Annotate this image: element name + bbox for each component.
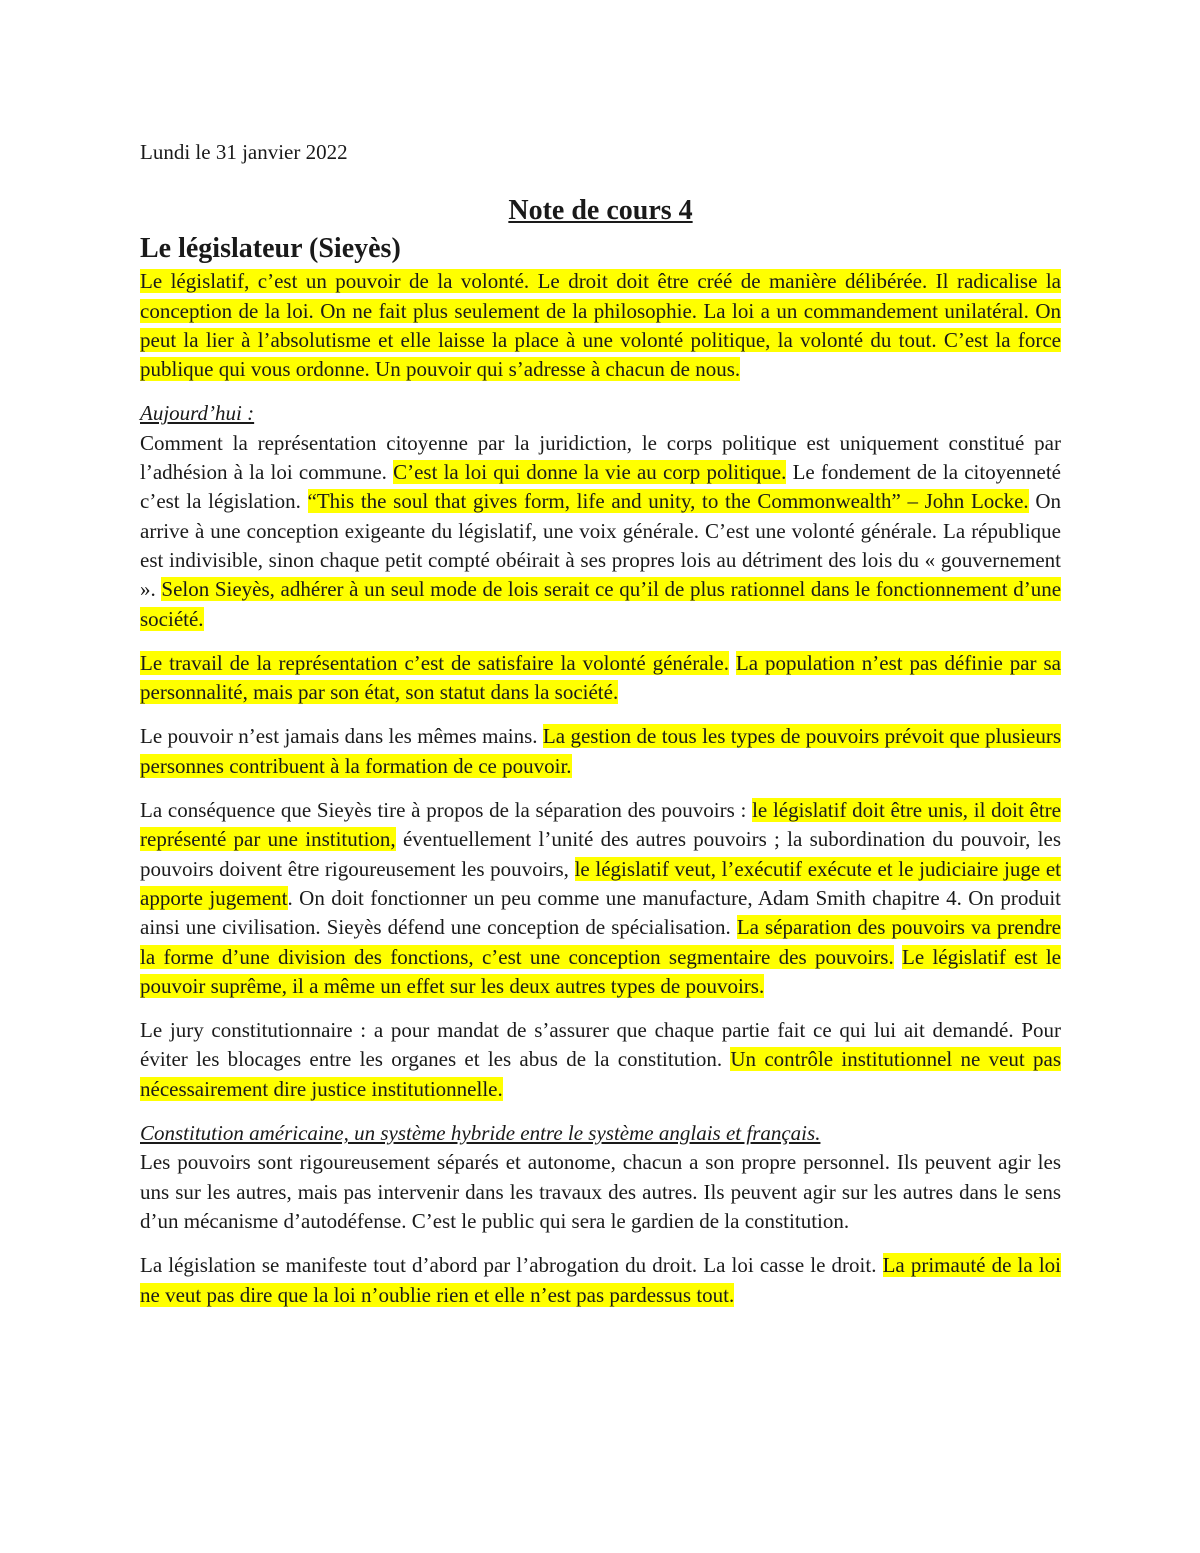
paragraph-2 [140, 429, 1061, 634]
subheading-american-constitution: Constitution américaine, un système hybride entre le système anglais et français. [140, 1121, 821, 1146]
paragraph-1 [140, 267, 1061, 384]
plain-text: Le pouvoir n’est jamais dans les mêmes mains. [140, 724, 543, 749]
highlighted-text: La population n’est pas définie par sa personnalité, mais par son état, son statut dans la société. [140, 650, 1061, 705]
highlighted-text: “This the soul that gives form, life and unity, to the Commonwealth” – John Locke. [307, 489, 1029, 514]
highlighted-text: La gestion de tous les types de pouvoirs prévoit que plusieurs personnes contribuent à la formation de ce pouvoir. [140, 724, 1061, 778]
highlighted-text: Le travail de la représentation c’est de satisfaire la volonté générale. [140, 650, 729, 675]
highlighted-text: Selon Sieyès, adhérer à un seul mode de lois serait ce qu’il de plus rationnel dans le fonctionnement d’une société. [140, 577, 1062, 631]
document-date: Lundi le 31 janvier 2022 [140, 140, 348, 164]
plain-text: éventuellement l’unité des autres pouvoirs ; la subordination du pouvoir, les pouvoirs doivent être rigoureusement les pouvoirs, [140, 827, 1061, 881]
document-page [140, 138, 1061, 1310]
document-title: Note de cours 4 [508, 195, 693, 227]
paragraph-3 [140, 649, 1061, 708]
plain-text: Comment la représentation citoyenne par la juridiction, le corps politique est uniquement constitué par l’adhésion à la loi commune. [140, 430, 1061, 485]
subheading-today: Aujourd’hui : [140, 401, 255, 426]
highlighted-text: C’est la loi qui donne la vie au corp politique. [393, 460, 787, 485]
paragraph-6 [140, 1016, 1061, 1104]
plain-text [729, 651, 736, 675]
highlighted-text: La primauté de la loi ne veut pas dire que la loi n’oublie rien et elle n’est pas pardessus tout. [140, 1253, 1061, 1307]
highlighted-text: le législatif doit être unis, il doit être représenté par une institution, [140, 798, 1061, 852]
plain-text: . On doit fonctionner un peu comme une manufacture, Adam Smith chapitre 4. On produit ainsi une civilisation. Sieyès défend une conception de spécialisation. [140, 885, 1061, 940]
highlighted-text: le législatif veut, l’exécutif exécute et le judiciaire juge et apporte jugement [140, 856, 1061, 910]
plain-text: La législation se manifeste tout d’abord par l’abrogation du droit. La loi casse le droit. [140, 1253, 883, 1278]
plain-text: Le fondement de la citoyenneté c’est la législation. [140, 460, 1062, 514]
section-heading: Le législateur (Sieyès) [140, 233, 401, 265]
paragraph-4 [140, 722, 1061, 781]
paragraph-7: Les pouvoirs sont rigoureusement séparés et autonome, chacun a son propre personnel. Ils peuvent agir les uns sur les autres, mais pas intervenir dans les travaux des autres. Ils peuvent agir sur les autres dans le sens d’un mécanisme d’autodéfense. C’est le public qui sera le gardien de la constitution. [140, 1150, 1061, 1233]
highlighted-text: La séparation des pouvoirs va prendre la forme d’une division des fonctions, c’est une conception segmentaire des pouvoirs. [140, 915, 1062, 969]
plain-text: Le jury constitutionnaire : a pour mandat de s’assurer que chaque partie fait ce qui lui ait demandé. Pour éviter les blocages entre les organes et les abus de la constitution. [140, 1018, 1061, 1072]
plain-text [894, 945, 902, 969]
paragraph-8 [140, 1251, 1061, 1310]
highlighted-text: Le législatif, c’est un pouvoir de la volonté. Le droit doit être créé de manière délibérée. Il radicalise la conception de la loi. On ne fait plus seulement de la philosophie. La loi a un commandement unilatéral. On peut la lier à l’absolutisme et elle laisse la place à une volonté politique, la volonté du tout. C’est la force publique qui vous ordonne. Un pouvoir qui s’adresse à chacun de nous. [140, 269, 1061, 382]
plain-text: La conséquence que Sieyès tire à propos de la séparation des pouvoirs : [140, 798, 753, 823]
highlighted-text: Le législatif est le pouvoir suprême, il a même un effet sur les deux autres types de pouvoirs. [140, 944, 1061, 998]
paragraph-5 [140, 796, 1061, 1001]
highlighted-text: Un contrôle institutionnel ne veut pas nécessairement dire justice institutionnelle. [140, 1047, 1061, 1101]
plain-text: On arrive à une conception exigeante du législatif, une voix générale. C’est une volonté générale. La république est indivisible, sinon chaque petit compté obéirait à ses propres lois au détriment des lois du « gouvernement ». [140, 489, 1061, 602]
